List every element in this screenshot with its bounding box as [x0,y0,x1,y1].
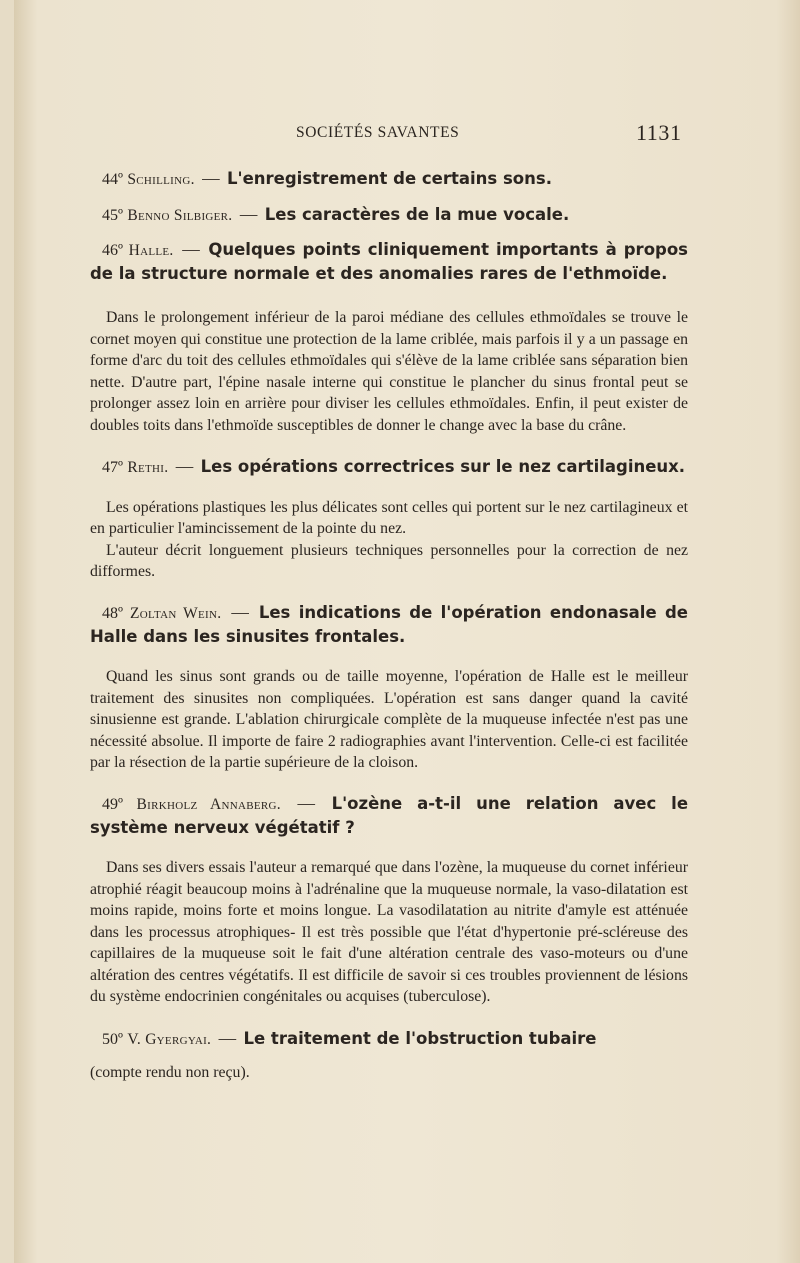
entry-45-heading [90,202,688,228]
entry-46-paragraph: Dans le prolongement inférieur de la paroi médiane des cellules ethmoïdales se trouve le cornet moyen qui constitue une protection de la lame criblée, mais parfois il y a un passage en forme d'arc du toit des cellules ethmoïdales qui s'élève de la lame criblée sans séparation bien nette. D'autre part, l'épine nasale interne qui constitue le plancher du sinus frontal peut se prolonger assez loin en arrière pour diviser les cellules ethmoïdales. Enfin, il peut exister de doubles toits dans l'ethmoïde susceptibles de donner le change avec la base du crâne. [90,309,688,434]
entry-46-heading [90,238,688,285]
entry-title: L'ozène a-t-il une relation avec le système nerveux végétatif ? [90,793,689,837]
entry-author: Zoltan Wein. [129,604,222,622]
entry-title: Les opérations correctrices sur le nez cartilagineux. [200,456,686,476]
entry-47-paragraph-2: L'auteur décrit longuement plusieurs techniques personnelles pour la correction de nez difformes. [90,541,688,581]
entry-author: Benno Silbiger. [127,207,233,224]
entry-49-paragraph: Dans ses divers essais l'auteur a remarqué que dans l'ozène, la muqueuse du cornet inférieur atrophié réagit beaucoup moins à l'adrénaline que la muqueuse normale, la vaso-dilatation est moins rapide, moins forte et moins longue. La vasodilatation au nitrite d'amyle est atténuée dans les processus atrophiques- Il est très possible que l'état d'hypertonie pré-scléreuse des capillaires de la muqueuse soit le fait d'une altération centrale des vaso-moteurs ou d'une altération des centres végétatifs. Il est difficile de savoir si ces troubles proviennent de lésions du système endocrinien congénitales ou acquises (tuberculose). [90,858,688,1006]
entry-50-heading [90,1026,688,1052]
entry-author: Birkholz Annaberg. [136,795,281,813]
entry-number: 46º [102,242,123,259]
entry-50-note: (compte rendu non reçu). [90,1064,250,1082]
entry-49-heading [90,792,688,839]
entry-title: Les caractères de la mue vocale. [264,205,570,224]
entry-dash: — [297,792,316,813]
running-header [296,120,696,146]
entry-number: 48º [102,604,123,622]
entry-number: 50º [102,1031,123,1049]
entry-author: V. Gyergyai. [127,1031,212,1049]
entry-title: Le traitement de l'obstruction tubaire [243,1029,597,1049]
entry-47-paragraph-1: Les opérations plastiques les plus délicates sont celles qui portent sur le nez cartilagineux et en particulier l'amincissement de la pointe du nez. [90,498,688,538]
entry-number: 45º [102,207,123,224]
entry-dash: — [218,1028,237,1049]
entry-author: Halle. [128,242,174,259]
entry-number: 44º [102,171,123,188]
entry-number: 49º [102,795,123,813]
entry-dash: — [175,455,194,476]
entry-title: Quelques points cliniquement importants à propos de la structure normale et des anomalies rares de l'ethmoïde. [90,240,688,283]
entry-author: Schilling. [127,171,195,188]
entry-number: 47º [102,458,123,476]
page-number: 1131 [636,120,682,145]
entry-44-heading [90,166,688,192]
running-title: SOCIÉTÉS SAVANTES [296,124,460,141]
entry-47-heading [90,455,688,479]
entry-dash: — [231,601,249,622]
entry-48-paragraph: Quand les sinus sont grands ou de taille moyenne, l'opération de Halle est le meilleur traitement des sinusites non compliquées. L'opération est sans danger quand la cavité sinusienne est grande. L'ablation chirurgicale complète de la muqueuse infectée n'est pas une nécessité absolue. Il importe de faire 2 radiographies avant l'intervention. Celle-ci est facilitée par la résection de la partie supérieure de la cloison. [90,667,688,772]
entry-author: Rethi. [127,458,169,476]
entry-48-heading [90,601,688,648]
entry-title: L'enregistrement de certains sons. [227,169,552,188]
entry-title: Les indications de l'opération endonasale de Halle dans les sinusites frontales. [90,602,688,646]
entry-dash: — [202,168,220,188]
entry-dash: — [239,204,258,224]
entry-dash: — [182,239,200,259]
article-body [90,166,688,1084]
scanned-page [14,0,800,1263]
